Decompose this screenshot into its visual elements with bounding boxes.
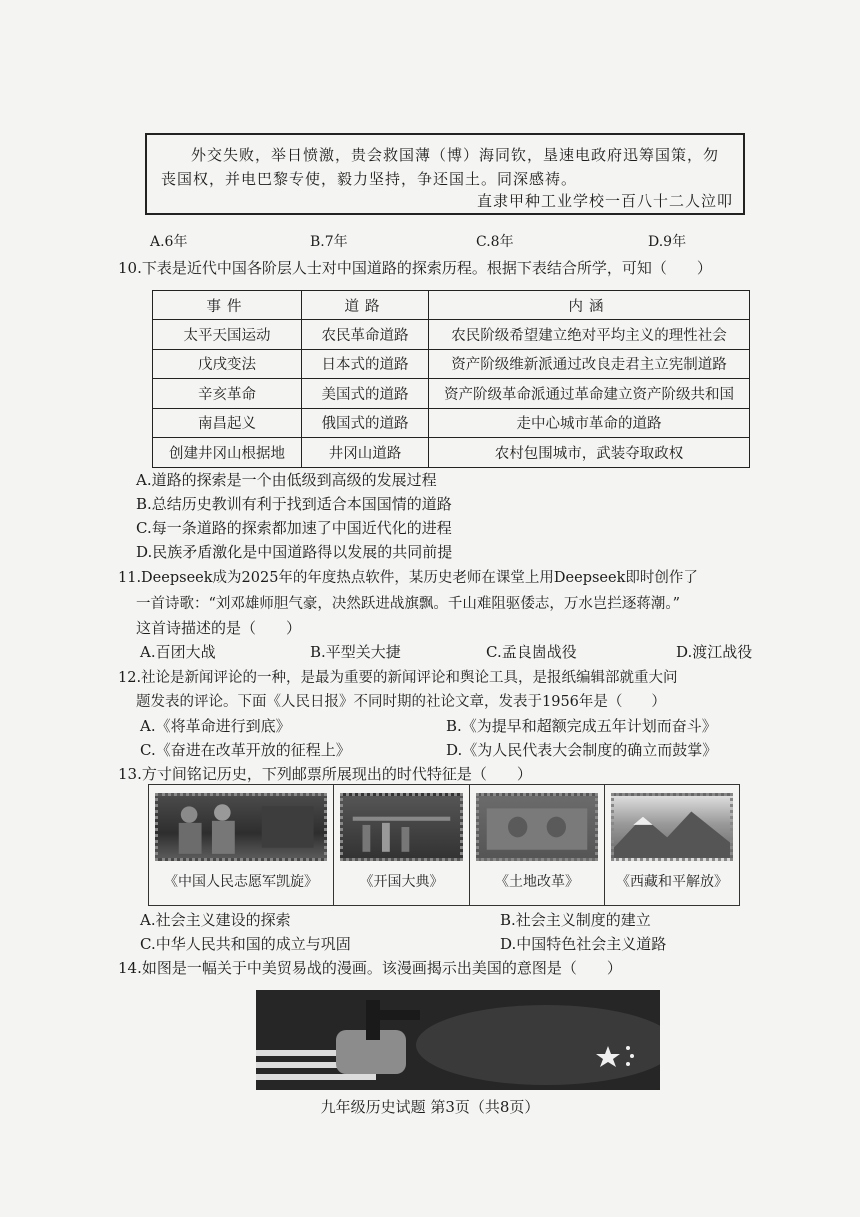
- q12-option-d[interactable]: D.《为人民代表大会制度的确立而鼓掌》: [446, 741, 718, 759]
- table-cell: 资产阶级革命派通过革命建立资产阶级共和国: [429, 379, 750, 409]
- table-row: [153, 438, 750, 468]
- stamp-caption: 《西藏和平解放》: [616, 874, 728, 890]
- telegram-signature: 直隶甲种工业学校一百八十二人泣叩: [477, 192, 734, 210]
- stamp-caption: 《土地改革》: [495, 874, 579, 890]
- table-cell: 井冈山道路: [302, 438, 429, 468]
- q10-option-a[interactable]: A.道路的探索是一个由低级到高级的发展过程: [136, 471, 437, 489]
- q11-stem-line-3: 这首诗描述的是（ ）: [136, 619, 302, 637]
- q10-option-d[interactable]: D.民族矛盾激化是中国道路得以发展的共同前提: [136, 543, 453, 561]
- table-row: [153, 408, 750, 438]
- table-cell: 南昌起义: [153, 408, 302, 438]
- stamp-image: [155, 793, 327, 861]
- table-header: 道路: [302, 291, 429, 320]
- q10-stem: 10.下表是近代中国各阶层人士对中国道路的探索历程。根据下表结合所学，可知（ ）: [118, 259, 712, 277]
- table-header: 内涵: [429, 291, 750, 320]
- q11-option-a[interactable]: A.百团大战: [140, 643, 216, 661]
- table-cell: 创建井冈山根据地: [153, 438, 302, 468]
- q13-option-c[interactable]: C.中华人民共和国的成立与巩固: [140, 935, 351, 953]
- stamp-image: [611, 793, 733, 861]
- q9-option-d[interactable]: D.9年: [648, 234, 687, 250]
- stamp-caption: 《开国大典》: [359, 874, 444, 890]
- stamp-image: [476, 793, 598, 861]
- telegram-quote-box: [145, 133, 745, 215]
- q11-stem-line-2: 一首诗歌：“刘邓雄师胆气豪，决然跃进战旗飘。千山难阻驱倭志，万水岂拦逐蒋潮。”: [136, 596, 681, 612]
- q12-option-a[interactable]: A.《将革命进行到底》: [140, 717, 291, 735]
- q10-option-c[interactable]: C.每一条道路的探索都加速了中国近代化的进程: [136, 519, 452, 537]
- stamp-gallery: [148, 784, 740, 906]
- table-cell: 走中心城市革命的道路: [429, 408, 750, 438]
- table-row: [153, 320, 750, 350]
- q13-stem: 13.方寸间铭记历史，下列邮票所展现出的时代特征是（ ）: [118, 765, 532, 783]
- q11-stem-line-1: 11.Deepseek成为2025年的年度热点软件，某历史老师在课堂上用Deepseek即时创作了: [118, 570, 698, 586]
- q9-option-b[interactable]: B.7年: [310, 234, 348, 250]
- table-cell: 太平天国运动: [153, 320, 302, 350]
- stamp-tibet-liberation: [605, 785, 739, 905]
- q11-option-b[interactable]: B.平型关大捷: [310, 643, 401, 661]
- stamp-founding-ceremony: [334, 785, 470, 905]
- table-cell: 日本式的道路: [302, 349, 429, 379]
- q11-option-d[interactable]: D.渡江战役: [676, 643, 753, 661]
- road-exploration-table: [152, 290, 750, 468]
- table-cell: 农民阶级希望建立绝对平均主义的理性社会: [429, 320, 750, 350]
- q10-option-b[interactable]: B.总结历史教训有利于找到适合本国国情的道路: [136, 495, 452, 513]
- q13-option-b[interactable]: B.社会主义制度的建立: [500, 911, 651, 929]
- table-cell: 农村包围城市，武装夺取政权: [429, 438, 750, 468]
- q13-option-a[interactable]: A.社会主义建设的探索: [140, 911, 291, 929]
- q12-option-c[interactable]: C.《奋进在改革开放的征程上》: [140, 741, 351, 759]
- table-cell: 俄国式的道路: [302, 408, 429, 438]
- table-row: [153, 379, 750, 409]
- trade-war-cartoon: [256, 990, 660, 1090]
- table-header-row: [153, 291, 750, 320]
- table-cell: 资产阶级维新派通过改良走君主立宪制道路: [429, 349, 750, 379]
- telegram-line-2: 丧国权，并电巴黎专使，毅力坚持，争还国土。同深感祷。: [161, 170, 578, 188]
- table-cell: 农民革命道路: [302, 320, 429, 350]
- table-cell: 辛亥革命: [153, 379, 302, 409]
- q12-option-b[interactable]: B.《为提早和超额完成五年计划而奋斗》: [446, 717, 717, 735]
- table-cell: 美国式的道路: [302, 379, 429, 409]
- q9-option-a[interactable]: A.6年: [150, 234, 188, 250]
- q13-option-d[interactable]: D.中国特色社会主义道路: [500, 935, 667, 953]
- table-cell: 戊戌变法: [153, 349, 302, 379]
- q12-stem-line-2: 题发表的评论。下面《人民日报》不同时期的社论文章，发表于1956年是（ ）: [136, 694, 666, 710]
- stamp-land-reform: [470, 785, 605, 905]
- telegram-line-1: 外交失败，举日愤激，贵会救国薄（博）海同钦，垦速电政府迅筹国策，勿: [191, 146, 720, 164]
- q14-stem: 14.如图是一幅关于中美贸易战的漫画。该漫画揭示出美国的意图是（ ）: [118, 959, 622, 977]
- stamp-volunteer-army: [149, 785, 334, 905]
- stamp-caption: 《中国人民志愿军凯旋》: [164, 874, 318, 890]
- q11-option-c[interactable]: C.孟良崮战役: [486, 643, 577, 661]
- page-footer: 九年级历史试题 第3页（共8页）: [320, 1098, 540, 1116]
- table-row: [153, 349, 750, 379]
- q12-stem-line-1: 12.社论是新闻评论的一种，是最为重要的新闻评论和舆论工具，是报纸编辑部就重大问: [118, 670, 678, 686]
- table-header: 事件: [153, 291, 302, 320]
- stamp-image: [340, 793, 463, 861]
- q9-option-c[interactable]: C.8年: [476, 234, 514, 250]
